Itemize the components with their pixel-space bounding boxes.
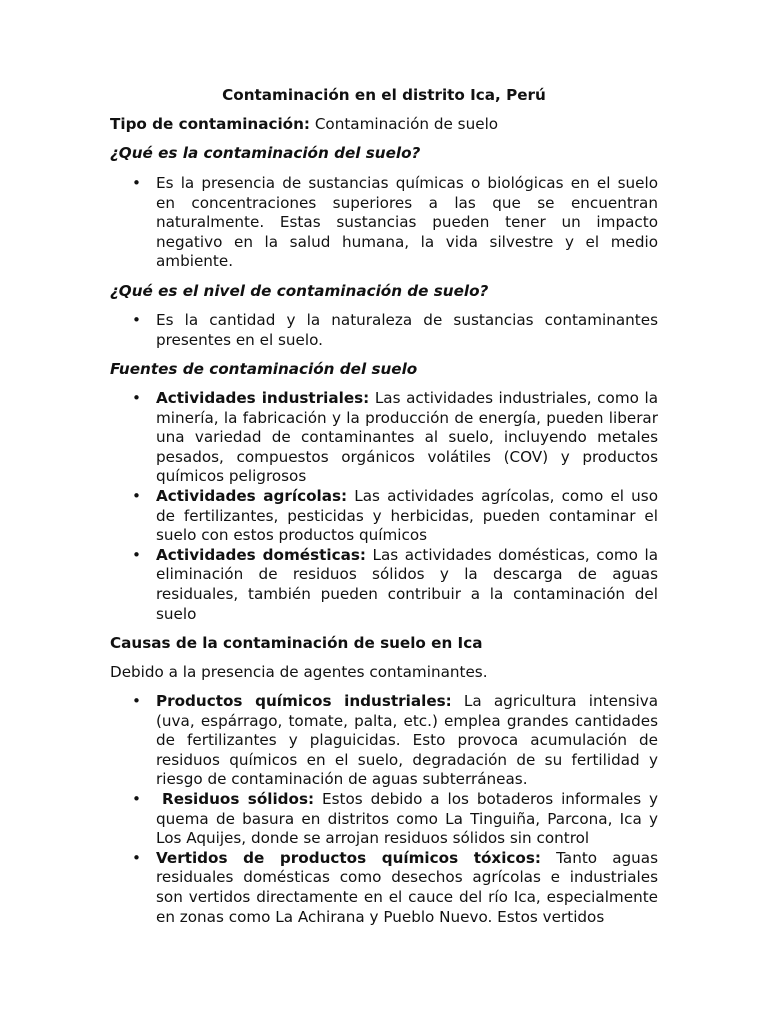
list-item-lead: Productos químicos industriales:	[156, 692, 452, 710]
bullet-icon: •	[132, 789, 141, 808]
bullet-icon: •	[132, 848, 141, 867]
list-item	[110, 692, 658, 790]
list-item-lead: Vertidos de productos químicos tóxicos:	[156, 848, 541, 867]
contamination-type-line	[110, 115, 658, 135]
list-item-lead: Actividades agrícolas:	[156, 486, 348, 505]
list-item-text: Las actividades agrícolas, como el uso de fertilizantes, pesticidas y herbicidas, pueden contaminar el suelo con estos productos químicos	[156, 486, 658, 545]
list-item-text: La agricultura intensiva (uva, espárrago, tomate, palta, etc.) emplea grandes cantidades de fertilizantes y plaguicidas. Esto provoca acumulación de residuos químicos en el suelo, degradación de su fertilidad y riesgo de contaminación de aguas subterráneas.	[156, 692, 658, 789]
list-item-text: Las actividades domésticas, como la eliminación de residuos sólidos y la descarga de aguas residuales, también pueden contribuir a la contaminación del suelo	[156, 545, 659, 623]
sources-list	[110, 389, 658, 624]
list-item-text: Es la presencia de sustancias químicas o biológicas en el suelo en concentraciones superiores a las que se encuentran naturalmente. Estas sustancias pueden tener un impacto negativo en la salud humana, la vida silvestre y el medio ambiente.	[156, 174, 658, 271]
causes-list	[110, 692, 658, 927]
list-item	[110, 389, 658, 487]
list-item-lead: Actividades industriales:	[156, 389, 370, 407]
list-item-text: Las actividades industriales, como la minería, la fabricación y la producción de energía, pueden liberar una variedad de contaminantes al suelo, incluyendo metales pesados, compuestos orgánicos volátiles (COV) y productos químicos peligrosos	[156, 389, 659, 486]
contamination-type-label: Tipo de contaminación:	[110, 115, 310, 133]
list-item	[110, 546, 658, 624]
causes-intro: Debido a la presencia de agentes contaminantes.	[110, 663, 488, 681]
bullet-icon: •	[132, 486, 141, 505]
list-item-lead: Residuos sólidos:	[162, 789, 315, 808]
list-item	[110, 487, 658, 546]
list-item	[110, 174, 658, 272]
section-heading-what-is: ¿Qué es la contaminación del suelo?	[110, 144, 421, 162]
list-item-text: Tanto aguas residuales domésticas como desechos agrícolas e industriales son vertidos directamente en el cauce del río Ica, especialmente en zonas como La Achirana y Pueblo Nuevo. Estos vertidos	[156, 848, 659, 926]
bullet-icon: •	[132, 545, 141, 564]
bullet-icon: •	[132, 389, 141, 407]
bullet-icon: •	[132, 692, 141, 710]
list-item	[110, 311, 658, 350]
list-item	[110, 849, 658, 927]
section-heading-level: ¿Qué es el nivel de contaminación de suelo?	[110, 282, 489, 300]
section-heading-sources: Fuentes de contaminación del suelo	[110, 360, 418, 378]
list-item-lead: Actividades domésticas:	[156, 545, 366, 564]
what-is-list	[110, 174, 658, 272]
contamination-type-value: Contaminación de suelo	[314, 115, 499, 133]
bullet-icon: •	[132, 311, 141, 329]
bullet-icon: •	[132, 174, 141, 192]
section-heading-causes: Causas de la contaminación de suelo en Ica	[110, 634, 483, 652]
list-item-text: Es la cantidad y la naturaleza de sustancias contaminantes presentes en el suelo.	[156, 311, 658, 349]
list-item	[110, 790, 658, 849]
level-list	[110, 311, 658, 350]
document-title: Contaminación en el distrito Ica, Perú	[222, 86, 546, 104]
list-item-text: Estos debido a los botaderos informales y quema de basura en distritos como La Tinguiña, Parcona, Ica y Los Aquijes, donde se arrojan residuos sólidos sin control	[156, 789, 659, 848]
